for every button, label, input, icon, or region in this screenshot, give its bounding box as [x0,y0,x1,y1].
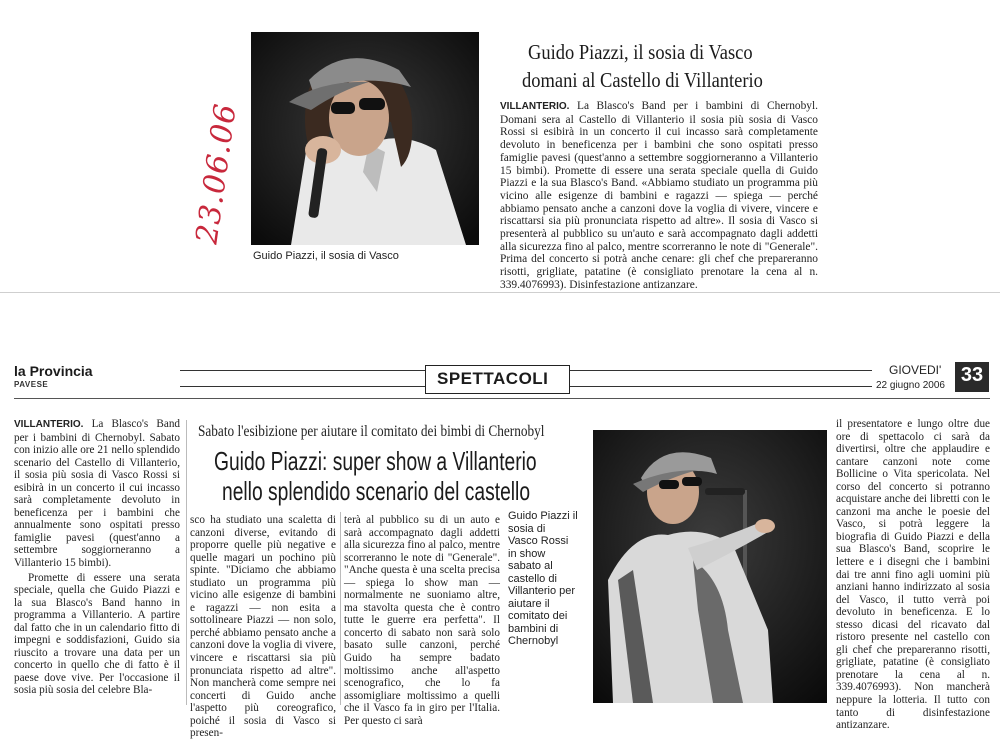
top-body-text: La Blasco's Band per i bambini di Chernobyl. Domani sera al Castello di Villanterio il sosia più sosia di Vasco Rossi si esibirà in un concerto il cui incasso sarà completamente devoluto in beneficenza per i bambini che sono ospitati presso famiglie pavesi (quest'anno a settembre soggiorneranno a Villanterio 15 bimbi). Promette di essere una serata speciale quella di Guido Piazzi e la sua Blasco's Band. «Abbiamo studiato un programma più vicino alle esigenze di bambini e ragazzi — spiega — perché abbiamo pensato anche a canzoni dove la voglia di vivere, vincere e riscattarsi sia più pronunciata rispetto ad altre». Il sosia di Vasco si presenterà al pubblico su un'auto e sarà accompagnato dagli addetti alla sicurezza fino al palco, mentre scorreranno le note di "Generale". Prima del concerto si potrà anche cenare: gli chef che prepareranno risotti, grigliate, patatine (è consigliato prenotare la cena al n. 339.4076993). Disinfestazione antizanzare. [500,100,818,291]
weekday: GIOVEDI' [889,363,942,377]
singer-photo-top [251,32,479,245]
article-col-3: terà al pubblico su di un auto e sarà accompagnato dagli addetti alla sicurezza fino al palco, mentre scorreranno le note di "Generale". "Anche questa è una scelta precisa — spiega lo show man — normalmente ne suoniamo altre, ma stavolta questa che è contro tutte le guerre era perfetta". Il concerto di sabato non sarà solo basato sulle canzoni, perché Guido ha sempre badato moltissimo anche all'aspetto scenografico, che lo fa assomigliare moltissimo a quelli che il Vasco fa in giro per l'Italia. Per questo ci sarà [344,514,500,727]
top-dateline: VILLANTERIO. [500,101,570,112]
masthead-rule-left [180,370,425,371]
column-rule-1 [186,420,187,705]
masthead-rule-left2 [180,386,425,387]
top-body [500,100,818,292]
masthead [0,358,1000,418]
column-rule-2 [340,512,341,705]
article-col1b-text: Promette di essere una serata speciale, quella che Guido Piazzi e la sua Blasco's Band hanno in programma a Villanterio. A partire dal fatto che in un calendario fitto di impegni e soddisfazioni, Guido sia riuscito a trovare una data per un concerto in quello che di fatto è il paese dove vive. Per l'occasione il sosia più sosia del celebre Bla- [14,571,180,697]
top-headline-1: Guido Piazzi, il sosia di Vasco [528,40,753,64]
article-col-1 [14,418,180,697]
top-photo [251,32,479,245]
article-col-2: sco ha studiato una scaletta di canzoni diverse, evitando di proporre quelle più negative e quelle magari un pochino più spinte. "Diciamo che abbiamo studiato un programma più vicino alle esigenze di bambini e ragazzi — non esita a sottolineare Piazzi — non solo, perché abbiamo pensato anche a canzoni dove la voglia di vivere, vincere e riscattarsi sia più pronunciata rispetto ad altre". Non mancherà come sempre nei concerti di Guido anche l'aspetto più coreografico, poiché il sosia di Vasco si presen- [190,514,337,740]
masthead-rule-right [570,370,872,371]
article-headline-1: Guido Piazzi: super show a Villanterio [214,446,537,476]
section-title: SPETTACOLI [437,369,549,388]
page-number: 33 [960,364,984,386]
masthead-rule-right2 [570,386,872,387]
top-photo-caption: Guido Piazzi, il sosia di Vasco [253,250,399,262]
handwritten-date [178,95,258,247]
handwritten-date-text: 23.06.06 [189,101,244,247]
singer-photo-article [593,430,827,703]
article-kicker: Sabato l'esibizione per aiutare il comitato dei bimbi di Chernobyl [198,423,545,440]
article-photo-caption: Guido Piazzi il sosia di Vasco Rossi in show sabato al castello di Villanterio per aiutare il comitato dei bambini di Chernobyl [508,510,578,647]
paper-name: la Provincia [14,363,93,379]
masthead-underline [14,398,990,399]
top-headline-2: domani al Castello di Villanterio [522,68,763,92]
article-photo [593,430,827,703]
article-col-5: il presentatore e lungo oltre due ore di spettacolo ci sarà da divertirsi, oltre che applaudire e cantare canzoni note come Bollicine o Vita spericolata. Nel corso del concerto si potranno acquistare anche dei libretti con le canzoni ma anche le poesie del Vasco, si potrà leggere la biografia di Guido Piazzi e della sua Blasco's Band, scoprire le lettere e i disegni che i bambini dai tre anni fino agli uomini più anziani hanno indirizzato al sosia del Vasco, il tutto verrà poi devoluto in beneficenza. E lo stesso dicasi del ricavato dal ristoro presente nel castello con gli chef che prepareranno risotti, grigliate, patatine (è consigliato prenotare la cena al n. 339.4076993). Non mancherà neppure la lotteria. Il tutto con tanto di disinfestazione antizanzare. [836,418,990,732]
clipping-separator [0,292,1000,293]
article-headline-2: nello splendido scenario del castello [222,476,531,506]
paper-subtitle: PAVESE [14,380,49,389]
article-dateline: VILLANTERIO. [14,419,84,430]
article-col1-text: La Blasco's Band per i bambini di Chernobyl. Sabato con inizio alle ore 21 nello splendido scenario del Castello di Villanterio, il sosia più sosia di Vasco Rossi si esibirà in un concerto il cui incasso sarà completamente devoluto in beneficenza per i bambini che annualmente sono ospitati presso famiglie pavesi (quest'anno a settembre soggiorneranno a Villanterio 15 bimbi). [14,418,181,570]
issue-date: 22 giugno 2006 [876,380,945,391]
top-clipping [0,0,1000,290]
